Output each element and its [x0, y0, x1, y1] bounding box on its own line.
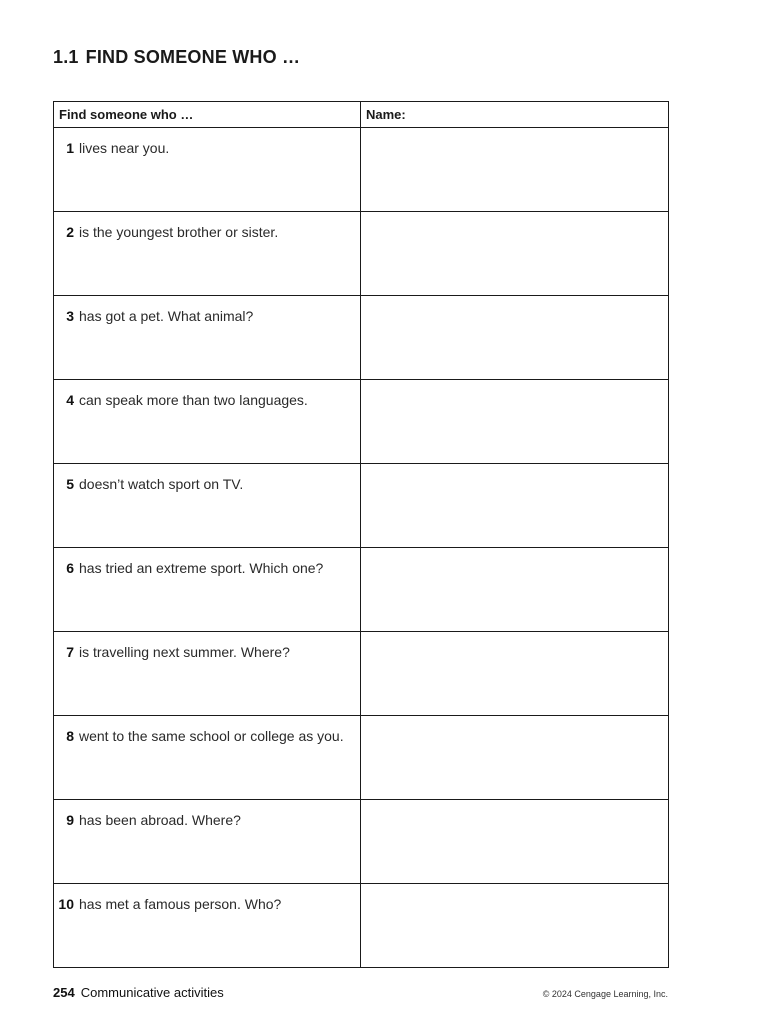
prompt-cell — [54, 128, 361, 212]
table-row — [54, 800, 669, 884]
name-cell[interactable] — [361, 884, 669, 968]
prompt-item — [54, 548, 360, 576]
prompt-cell — [54, 212, 361, 296]
name-cell[interactable] — [361, 632, 669, 716]
page-title — [53, 47, 300, 68]
item-text: is the youngest brother or sister. — [79, 224, 279, 240]
table-row — [54, 884, 669, 968]
item-number: 10 — [58, 896, 74, 912]
name-cell[interactable] — [361, 212, 669, 296]
prompt-item — [54, 380, 360, 408]
column-header-name: Name: — [361, 102, 669, 128]
item-number: 7 — [66, 644, 74, 660]
table-row — [54, 464, 669, 548]
item-number: 1 — [66, 140, 74, 156]
table-row — [54, 716, 669, 800]
table-row — [54, 212, 669, 296]
name-cell[interactable] — [361, 128, 669, 212]
prompt-item — [54, 212, 360, 240]
prompt-cell — [54, 464, 361, 548]
table-row — [54, 548, 669, 632]
item-number: 2 — [66, 224, 74, 240]
name-cell[interactable] — [361, 464, 669, 548]
name-cell[interactable] — [361, 548, 669, 632]
item-text: went to the same school or college as you. — [79, 728, 344, 744]
prompt-cell — [54, 548, 361, 632]
prompt-cell — [54, 380, 361, 464]
prompt-cell — [54, 884, 361, 968]
prompt-item — [54, 296, 360, 324]
item-number: 6 — [66, 560, 74, 576]
prompt-item — [54, 884, 360, 912]
item-text: can speak more than two languages. — [79, 392, 308, 408]
name-cell[interactable] — [361, 296, 669, 380]
prompt-item — [54, 464, 360, 492]
item-text: has met a famous person. Who? — [79, 896, 282, 912]
item-number: 8 — [66, 728, 74, 744]
prompt-cell — [54, 716, 361, 800]
item-text: has been abroad. Where? — [79, 812, 241, 828]
prompt-item — [54, 800, 360, 828]
prompt-cell — [54, 800, 361, 884]
item-text: has got a pet. What animal? — [79, 308, 254, 324]
item-number: 3 — [66, 308, 74, 324]
table-row — [54, 632, 669, 716]
column-header-prompt: Find someone who … — [54, 102, 361, 128]
name-cell[interactable] — [361, 380, 669, 464]
section-number: 1.1 — [53, 47, 79, 67]
page-footer — [53, 985, 224, 1000]
item-text: is travelling next summer. Where? — [79, 644, 290, 660]
item-text: lives near you. — [79, 140, 170, 156]
footer-section-name: Communicative activities — [80, 985, 224, 1000]
prompt-cell — [54, 296, 361, 380]
prompt-item — [54, 128, 360, 156]
section-title: FIND SOMEONE WHO … — [85, 47, 301, 67]
table-row — [54, 296, 669, 380]
item-text: has tried an extreme sport. Which one? — [79, 560, 324, 576]
item-text: doesn’t watch sport on TV. — [79, 476, 244, 492]
table-header-row — [54, 102, 669, 128]
table-row — [54, 380, 669, 464]
find-someone-table — [53, 101, 669, 968]
prompt-cell — [54, 632, 361, 716]
page-number: 254 — [53, 985, 75, 1000]
table-row — [54, 128, 669, 212]
item-number: 5 — [66, 476, 74, 492]
item-number: 4 — [66, 392, 74, 408]
item-number: 9 — [66, 812, 74, 828]
name-cell[interactable] — [361, 716, 669, 800]
prompt-item — [54, 632, 360, 660]
copyright-notice: © 2024 Cengage Learning, Inc. — [542, 989, 668, 999]
prompt-item — [54, 716, 360, 744]
name-cell[interactable] — [361, 800, 669, 884]
